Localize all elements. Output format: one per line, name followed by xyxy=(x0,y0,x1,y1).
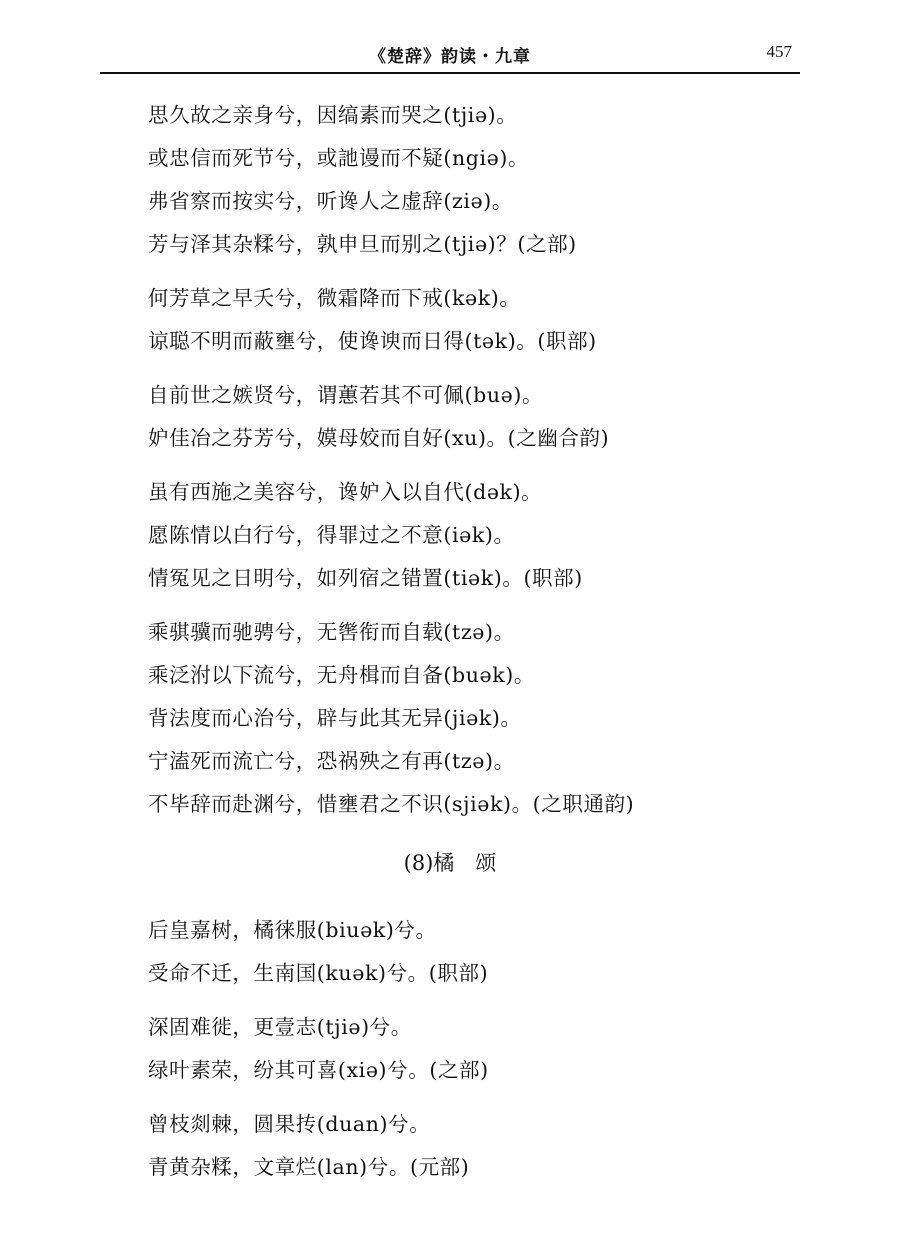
verse-line: 背法度而心治兮，辟与此其无异(jiək)。 xyxy=(148,706,522,730)
verse-line: 妒佳冶之芬芳兮，嫫母姣而自好(xu)。(之幽合韵) xyxy=(148,426,610,450)
verse-line: 自前世之嫉贤兮，谓蕙若其不可佩(buə)。 xyxy=(148,383,544,407)
verse-line: 受命不迁，生南国(kuək)兮。(职部) xyxy=(148,961,489,985)
verse-line: 芳与泽其杂糅兮，孰申旦而别之(tjiə)？(之部) xyxy=(148,232,577,256)
verse-line: 曾枝剡棘，圆果抟(duan)兮。 xyxy=(148,1112,431,1136)
verse-line: 乘泛泭以下流兮，无舟楫而自备(buək)。 xyxy=(148,663,535,687)
verse-line: 情冤见之日明兮，如列宿之错置(tiək)。(职部) xyxy=(148,566,583,590)
verse-line: 谅聪不明而蔽壅兮，使谗谀而日得(tək)。(职部) xyxy=(148,329,597,353)
running-title: 《楚辞》韵读・九章 xyxy=(369,47,531,67)
verse-line: 愿陈情以白行兮，得罪过之不意(iək)。 xyxy=(148,523,515,547)
verse-line: 何芳草之早夭兮，微霜降而下戒(kək)。 xyxy=(148,286,521,310)
page-number: 457 xyxy=(766,42,792,61)
verse-line: 虽有西施之美容兮，谗妒入以自代(dək)。 xyxy=(148,480,543,504)
verse-line: 绿叶素荣，纷其可喜(xiə)兮。(之部) xyxy=(148,1058,489,1082)
verse-line: 或忠信而死节兮，或訑谩而不疑(ngiə)。 xyxy=(148,146,530,170)
verse-line: 不毕辞而赴渊兮，惜壅君之不识(sjiək)。(之职通韵) xyxy=(148,792,635,816)
verse-line: 深固难徙，更壹志(tjiə)兮。 xyxy=(148,1015,412,1039)
page-header xyxy=(100,36,800,74)
verse-line: 宁溘死而流亡兮，恐祸殃之有再(tzə)。 xyxy=(148,749,515,773)
verse-line: 后皇嘉树，橘徕服(biuək)兮。 xyxy=(148,918,437,942)
verse-line: 青黄杂糅，文章烂(lan)兮。(元部) xyxy=(148,1155,470,1179)
section-heading: (8)橘 颂 xyxy=(403,851,497,875)
verse-line: 思久故之亲身兮，因缟素而哭之(tjiə)。 xyxy=(148,103,518,127)
verse-line: 弗省察而按实兮，听谗人之虚辞(ziə)。 xyxy=(148,189,513,213)
verse-line: 乘骐骥而驰骋兮，无辔衔而自载(tzə)。 xyxy=(148,620,515,644)
